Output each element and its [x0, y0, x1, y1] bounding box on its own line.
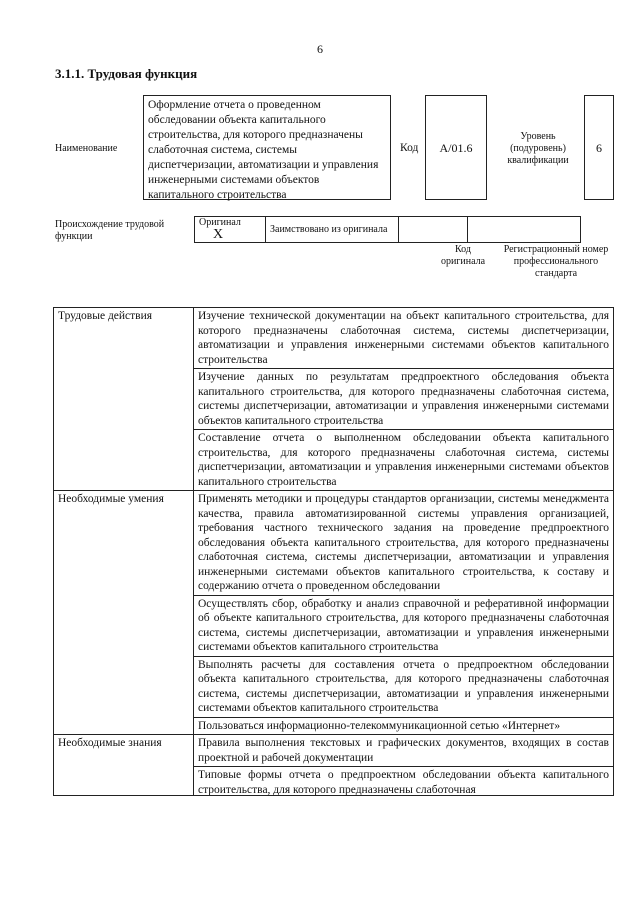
section-title-cell: Необходимые знания [54, 735, 194, 796]
table-cell: Применять методики и процедуры стандартов организации, системы менеджмента качества, правила автоматизированной системы управления организацией, требования частного технического задания на проведение предпроектного обследования объекта капитального строительства, для которого предназначены слаботочная система, системы диспетчеризации, автоматизации и управления инженерными системами объектов капитального строительства, к составу и содержанию отчета о проведенном обследовании [194, 491, 614, 596]
registration-number-caption: Регистрационный номер профессионального стандарта [503, 244, 609, 279]
labor-function-table [53, 307, 614, 796]
qualification-level-box: 6 [584, 95, 614, 200]
code-value-box: А/01.6 [425, 95, 487, 200]
original-mark: X [213, 227, 224, 242]
table-row [54, 491, 614, 596]
registration-number-cell [468, 217, 581, 243]
section-title-cell: Необходимые умения [54, 491, 194, 735]
section-title: 3.1.1. Трудовая функция [55, 66, 198, 81]
function-name-box: Оформление отчета о проведенном обследовании объекта капитального строительства, для которого предназначены слаботочная система, системы диспетчеризации, автоматизации и управления инженерными системами объектов капитального строительства [143, 95, 391, 200]
table-cell: Правила выполнения текстовых и графических документов, входящих в состав проектной и рабочей документации [194, 735, 614, 767]
original-code-caption: Код оригинала [440, 244, 486, 267]
code-label: Код [400, 142, 419, 154]
section-title-cell: Трудовые действия [54, 308, 194, 491]
table-cell: Осуществлять сбор, обработку и анализ справочной и реферативной информации об объекте капитального строительства, для которого предназначены слаботочная система, системы диспетчеризации, автоматизации и управления инженерными системами объектов капитального строительства [194, 595, 614, 656]
name-label: Наименование [55, 143, 118, 154]
original-label: Оригинал [199, 217, 241, 228]
table-row [54, 308, 614, 369]
original-code-cell [399, 217, 468, 243]
table-cell: Выполнять расчеты для составления отчета о предпроектном обследовании объекта капитального строительства, для которого предназначены слаботочная система, системы диспетчеризации, автоматизации и управления инженерными системами объектов капитального строительства [194, 656, 614, 717]
qualification-level-label: Уровень (подуровень) квалификации [507, 131, 569, 166]
table-cell-text: Типовые формы отчета о предпроектном обследовании объекта капитального строительства, для которого предназначены слаботочная [198, 769, 609, 795]
borrowed-cell: Заимствовано из оригинала [266, 217, 399, 243]
original-cell [195, 217, 266, 243]
table-cell [194, 767, 614, 796]
table-cell: Составление отчета о выполненном обследовании объекта капитального строительства, для которого предназначены слаботочная система, системы диспетчеризации, автоматизации и управления инженерными системами объектов капитального строительства [194, 430, 614, 491]
table-cell: Изучение технической документации на объект капитального строительства, для которого предназначены слаботочная система, системы диспетчеризации, автоматизации и управления инженерными системами объектов капитального строительства [194, 308, 614, 369]
page-number: 6 [317, 42, 323, 56]
table-cell: Изучение данных по результатам предпроектного обследования объекта капитального строительства, для которого предназначены слаботочная система, системы диспетчеризации, автоматизации и управления инженерными системами объектов капитального строительства [194, 369, 614, 430]
table-row [54, 735, 614, 767]
origin-label: Происхождение трудовой функции [55, 219, 165, 242]
table-cell: Пользоваться информационно-телекоммуникационной сетью «Интернет» [194, 717, 614, 735]
origin-table [194, 216, 581, 243]
